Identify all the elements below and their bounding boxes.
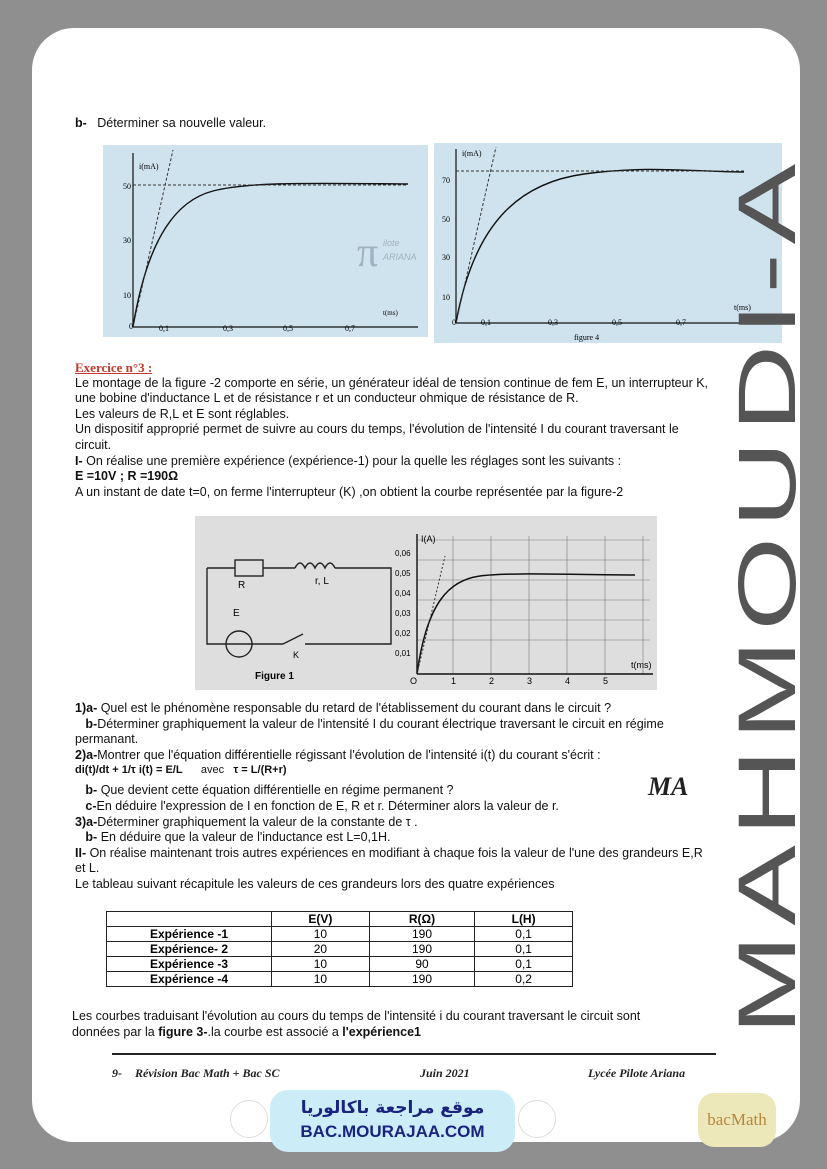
vertical-title-text: MAHMOUDI-A bbox=[722, 437, 810, 1035]
exercise-title: Exercice n°3 : bbox=[75, 360, 153, 375]
svg-text:I(A): I(A) bbox=[421, 534, 436, 544]
footer-school: Lycée Pilote Ariana bbox=[588, 1066, 686, 1080]
x-tick: 0,5 bbox=[283, 324, 293, 333]
question: b- En déduire que la valeur de l'inductance est L=0,1H. bbox=[85, 830, 391, 845]
exercise-paragraph: Un dispositif approprié permet de suivre au cours du temps, l'évolution de l'intensité I du courant traversant le circuit. bbox=[75, 422, 679, 452]
table-header-row: E(V) R(Ω) L(H) bbox=[107, 912, 573, 927]
svg-text:3: 3 bbox=[527, 676, 533, 686]
svg-text:Figure 1: Figure 1 bbox=[255, 671, 294, 682]
svg-text:0,01: 0,01 bbox=[395, 649, 411, 658]
svg-text:ilote: ilote bbox=[383, 238, 400, 248]
svg-text:0,04: 0,04 bbox=[395, 589, 411, 598]
table-row: Expérience- 2 20 190 0,1 bbox=[107, 942, 573, 957]
exercise-paragraph: A un instant de date t=0, on ferme l'interrupteur (K) ,on obtient la courbe représentée par la figure-2 bbox=[75, 484, 624, 499]
x-tick: 0,7 bbox=[676, 318, 686, 327]
y-axis-label: i(mA) bbox=[462, 149, 482, 158]
y-tick: 30 bbox=[123, 236, 131, 245]
closing-text: Les courbes traduisant l'évolution au cours du temps de l'intensité i du courant traversant le circuit sont données par la figure 3-.la courbe est associé a l'expérience1 bbox=[72, 1009, 641, 1039]
questions-block bbox=[75, 701, 715, 893]
banner-url[interactable]: BAC.MOURAJAA.COM bbox=[300, 1122, 485, 1141]
x-axis-label: t(ms) bbox=[383, 309, 398, 317]
question: b-Déterminer graphiquement la valeur de l'intensité I du courant électrique traversant le circuit en régime permanant. bbox=[75, 716, 664, 747]
svg-text:K: K bbox=[293, 650, 300, 660]
x-axis-label: t(ms) bbox=[734, 303, 751, 312]
svg-text:2: 2 bbox=[489, 676, 495, 686]
x-tick: 0,1 bbox=[159, 324, 169, 333]
table-row: Expérience -1 10 190 0,1 bbox=[107, 927, 573, 942]
question-b-line bbox=[75, 116, 266, 132]
footer-revision: Révision Bac Math + Bac SC bbox=[135, 1066, 280, 1080]
svg-text:0,03: 0,03 bbox=[395, 609, 411, 618]
x-tick: 0,3 bbox=[548, 318, 558, 327]
table-row: Expérience -4 10 190 0,2 bbox=[107, 972, 573, 987]
exercise-body bbox=[75, 360, 710, 500]
figure-circuit-graph bbox=[195, 516, 657, 690]
svg-text:O: O bbox=[410, 676, 418, 686]
y-tick: 70 bbox=[442, 176, 450, 185]
x-tick: 0,5 bbox=[612, 318, 622, 327]
svg-text:t(ms): t(ms) bbox=[631, 660, 652, 670]
svg-text:E: E bbox=[233, 608, 240, 619]
footer-page-number: 9- bbox=[112, 1066, 122, 1080]
question-text: Déterminer sa nouvelle valeur. bbox=[97, 116, 267, 130]
bacmath-logo: bacMath bbox=[698, 1093, 776, 1147]
vertical-author-title bbox=[720, 140, 810, 1040]
svg-text:0,02: 0,02 bbox=[395, 629, 411, 638]
x-tick: 0 bbox=[452, 318, 456, 327]
exercise-paragraph: Le montage de la figure -2 comporte en série, un générateur idéal de tension continue de fem E, un interrupteur K, une bobine d'inductance L et de résistance r et un conducteur ohmique de résistance de R. bbox=[75, 375, 709, 406]
left-book-logo bbox=[230, 1100, 268, 1138]
exercise-paragraph: Les valeurs de R,L et E sont réglables. bbox=[75, 406, 290, 421]
svg-text:ARIANA: ARIANA bbox=[383, 252, 417, 262]
question: II- On réalise maintenant trois autres expériences en modifiant à chaque fois la valeur de l'une des grandeurs E,R et L. bbox=[75, 845, 703, 876]
footer-date: Juin 2021 bbox=[420, 1066, 470, 1080]
question: 1)a- Quel est le phénomène responsable du retard de l'établissement du courant dans le circuit ? bbox=[75, 701, 612, 715]
question: 3)a-Déterminer graphiquement la valeur de la constante de τ . bbox=[75, 814, 418, 829]
question: b- Que devient cette équation différentielle en régime permanent ? bbox=[85, 783, 454, 798]
exercise-settings: E =10V ; R =190Ω bbox=[75, 469, 179, 484]
x-tick: 0,1 bbox=[481, 318, 491, 327]
question: Le tableau suivant récapitule les valeurs de ces grandeurs lors des quatre expériences bbox=[75, 876, 555, 891]
y-tick: 30 bbox=[442, 253, 450, 262]
x-tick: 0,3 bbox=[223, 324, 233, 333]
exercise-paragraph: I- On réalise une première expérience (expérience-1) pour la quelle les réglages sont les suivants : bbox=[75, 453, 622, 468]
svg-text:5: 5 bbox=[603, 676, 609, 686]
y-tick: 50 bbox=[442, 215, 450, 224]
y-axis-label: i(mA) bbox=[139, 162, 159, 171]
pilote-watermark-logo bbox=[355, 228, 435, 272]
svg-text:4: 4 bbox=[565, 676, 571, 686]
question-label: b- bbox=[75, 116, 87, 130]
question: 2)a-Montrer que l'équation différentielle régissant l'évolution de l'intensité i(t) du courant s'écrit : bbox=[75, 747, 601, 762]
x-tick: 0 bbox=[129, 322, 133, 331]
svg-text:r, L: r, L bbox=[315, 576, 329, 587]
site-banner[interactable] bbox=[270, 1090, 515, 1152]
figure-caption: figure 4 bbox=[574, 333, 600, 342]
y-tick: 10 bbox=[123, 291, 131, 300]
table-row: Expérience -3 10 90 0,1 bbox=[107, 957, 573, 972]
y-tick: 50 bbox=[123, 182, 131, 191]
author-signature: MA bbox=[648, 772, 689, 801]
footer-rule bbox=[112, 1053, 716, 1055]
question: c-En déduire l'expression de I en fonction de E, R et r. Déterminer alors la valeur de r. bbox=[85, 798, 559, 813]
experiments-table bbox=[106, 911, 573, 987]
banner-arabic-text: موقع مراجعة باكالوريا bbox=[300, 1098, 485, 1118]
right-book-logo bbox=[518, 1100, 556, 1138]
y-tick: 10 bbox=[442, 293, 450, 302]
x-tick: 0,7 bbox=[345, 324, 355, 333]
svg-text:0,05: 0,05 bbox=[395, 569, 411, 578]
svg-text:R: R bbox=[238, 580, 246, 591]
svg-text:π: π bbox=[357, 230, 379, 272]
equation: di(t)/dt + 1/τ i(t) = E/L avec τ = L/(R+r) bbox=[75, 764, 287, 777]
svg-text:1: 1 bbox=[451, 676, 457, 686]
svg-text:0,06: 0,06 bbox=[395, 549, 411, 558]
